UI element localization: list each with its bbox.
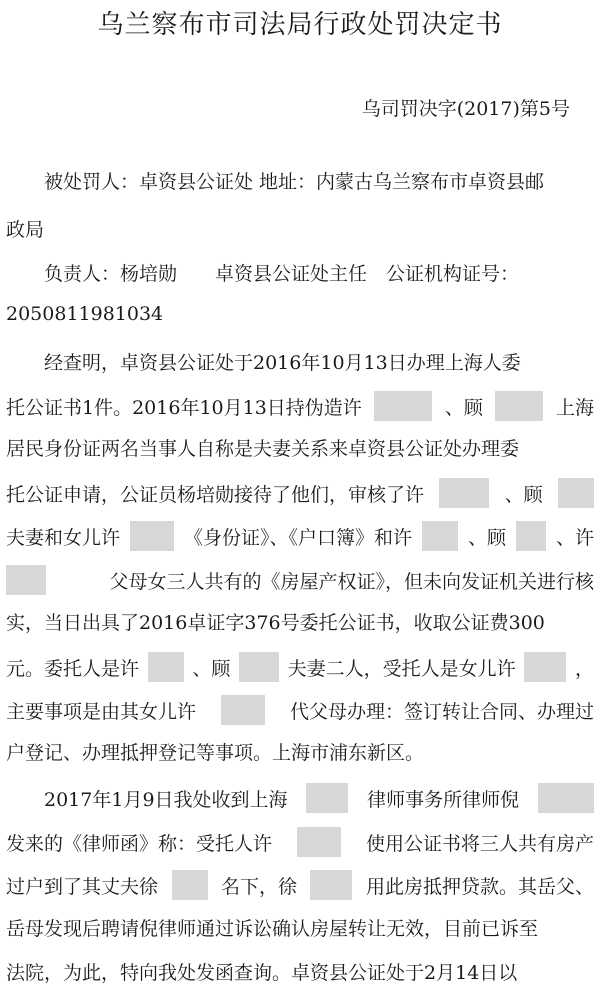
text-line [6,958,594,985]
text-line [6,434,594,461]
text-segment: 岳母发现后聘请倪律师通过诉讼确认房屋转让无效，目前已诉至 [6,918,539,940]
text-line [6,695,594,725]
text-segment: 父母女三人共有的《房屋产权证》，但未向发证机关进行核 [109,570,594,593]
redaction-box [439,478,489,508]
redaction-box [6,565,46,595]
redaction-box [148,652,184,682]
text-segment: 上海 [555,396,594,419]
text-line [6,348,594,375]
text-line [6,827,594,857]
text-segment: 托公证申请，公证员杨培勋接待了他们，审核了许 [6,483,425,506]
text-segment: 被处罚人：卓资县公证处 地址：内蒙古乌兰察布市卓资县邮 [6,171,545,193]
text-segment: 《身份证》、《户口簿》和许 [183,526,412,549]
text-line [6,478,594,508]
text-segment: 用此房抵押贷款。其岳父、 [365,875,594,898]
text-line [6,783,594,813]
text-segment: 居民身份证两名当事人自称是夫妻关系来卓资县公证处办理委 [6,438,520,460]
redaction-box [130,521,174,551]
text-line [6,215,594,242]
text-line [6,738,594,765]
text-line [6,391,594,421]
redaction-box [422,521,458,551]
text-segment: 、许 [555,526,594,549]
text-segment: 夫妻和女儿许 [6,526,121,549]
text-line [6,652,594,682]
text-segment: ， [574,657,594,680]
text-line [6,303,594,325]
text-segment: 元。委托人是许 [6,657,140,680]
text-line [6,565,594,595]
text-segment: 2050811981034 [6,303,164,325]
redaction-box [297,827,341,857]
text-segment: 、顾 [504,483,543,506]
text-line [6,521,594,551]
redaction-box [239,652,279,682]
text-line [6,914,594,941]
text-line [6,259,594,286]
text-segment: 名下，徐 [220,875,297,898]
text-segment: 负责人：杨培勋 卓资县公证处主任 公证机构证号： [6,263,520,285]
text-segment: 、顾 [467,526,506,549]
text-segment: 夫妻二人，受托人是女儿许 [287,657,516,680]
redaction-box [495,391,543,421]
text-segment: 代父母办理：签订转让合同、办理过 [289,700,594,723]
text-segment: 过户到了其丈夫徐 [6,875,159,898]
text-segment: 、顾 [444,396,483,419]
document-number: 乌司罚决字(2017)第5号 [361,98,570,120]
redaction-box [374,391,432,421]
text-segment: 户登记、办理抵押登记等事项。上海市浦东新区。 [6,742,425,764]
text-segment: 法院，为此，特向我处发函查询。卓资县公证处于2月14日以 [6,962,518,984]
redaction-box [524,652,566,682]
redaction-box [172,870,208,900]
text-segment: 主要事项是由其女儿许 [6,700,197,723]
redaction-box [558,478,594,508]
text-segment: 、顾 [192,657,231,680]
redaction-box [516,521,546,551]
redaction-box [306,783,348,813]
text-line [6,870,594,900]
document-title: 乌兰察布市司法局行政处罚决定书 [97,10,503,40]
redaction-box [221,695,265,725]
text-segment: 实，当日出具了2016卓证字376号委托公证书，收取公证费300 [6,612,545,634]
text-segment: 托公证书1件。2016年10月13日持伪造许 [6,396,362,419]
text-segment: 律师事务所律师倪 [367,788,520,811]
text-segment: 政局 [6,219,45,241]
text-segment: 使用公证书将三人共有房产 [365,832,594,855]
text-line [6,167,594,194]
text-segment: 2017年1月9日我处收到上海 [6,788,288,811]
text-segment: 发来的《律师函》称：受托人许 [6,832,273,855]
redaction-box [310,870,352,900]
redaction-box [538,783,594,813]
text-line [6,608,594,635]
text-segment: 经查明，卓资县公证处于2016年10月13日办理上海人委 [6,352,521,374]
